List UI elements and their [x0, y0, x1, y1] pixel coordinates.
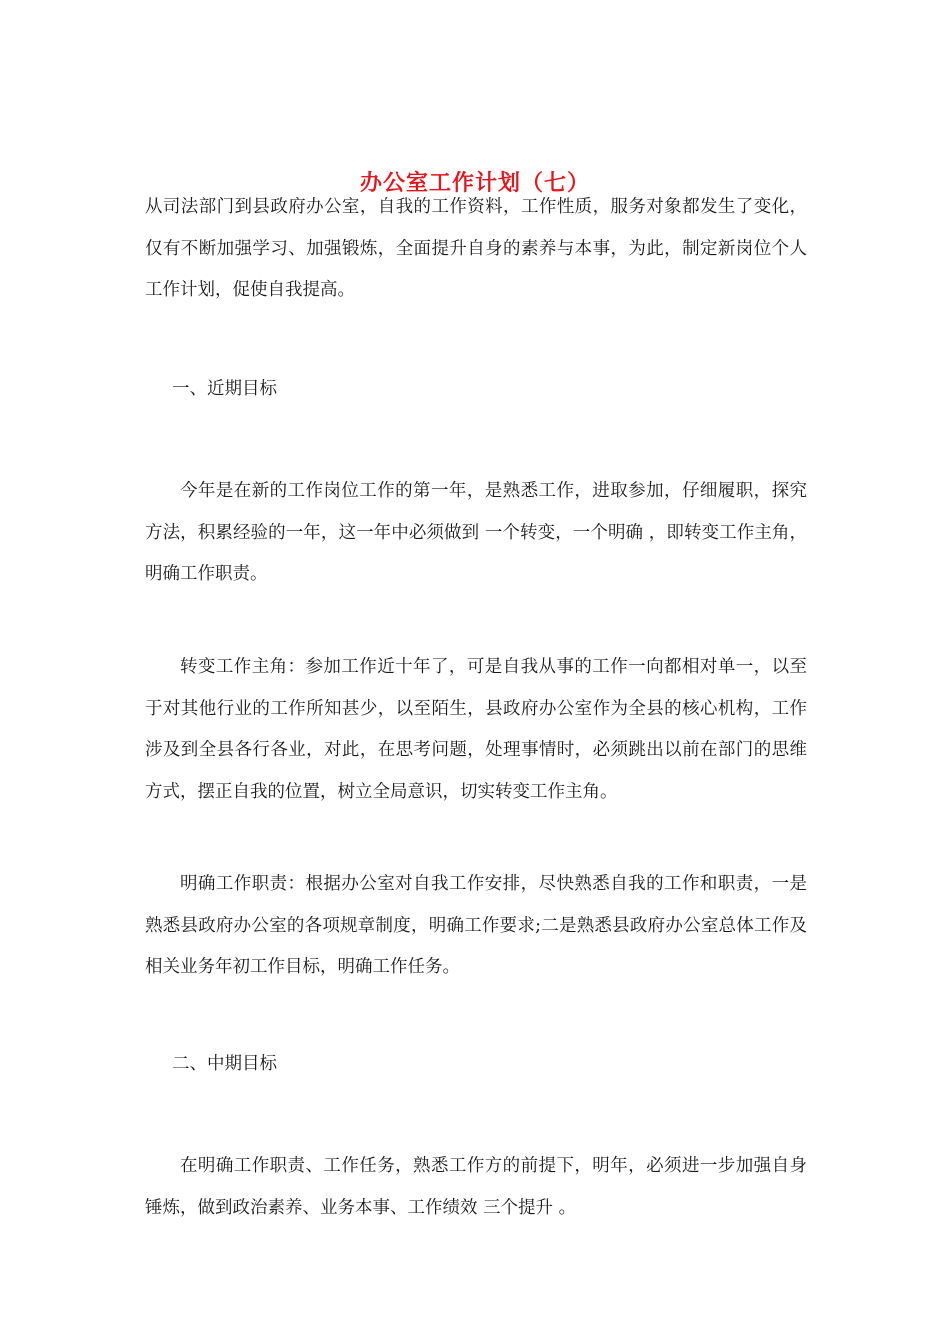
intro-paragraph: 从司法部门到县政府办公室，自我的工作资料，工作性质，服务对象都发生了变化，仅有不断加强学习、加强锻炼，全面提升自身的素养与本事，为此，制定新岗位个人工作计划，促使自我提高。: [145, 197, 807, 300]
paragraph-duties: 明确工作职责：根据办公室对自我工作安排，尽快熟悉自我的工作和职责，一是熟悉县政府办公室的各项规章制度，明确工作要求;二是熟悉县政府办公室总体工作及相关业务年初工作目标，明确工作任务。: [145, 874, 807, 977]
paragraph-first-year: 今年是在新的工作岗位工作的第一年，是熟悉工作，进取参加，仔细履职，探究方法，积累经验的一年，这一年中必须做到 一个转变，一个明确 ，即转变工作主角，明确工作职责。: [145, 481, 807, 584]
paragraph-mid-term: 在明确工作职责、工作任务，熟悉工作方的前提下，明年，必须进一步加强自身锤炼，做到政治素养、业务本事、工作绩效 三个提升 。: [145, 1156, 807, 1218]
section-heading-mid-term: 二、中期目标: [172, 1054, 277, 1074]
document-title: 办公室工作计划（七）: [359, 169, 590, 196]
paragraph-role-change: 转变工作主角：参加工作近十年了，可是自我从事的工作一向都相对单一，以至于对其他行业的工作所知甚少，以至陌生，县政府办公室作为全县的核心机构，工作涉及到全县各行各业，对此，在思考问题，处理事情时，必须跳出以前在部门的思维方式，摆正自我的位置，树立全局意识，切实转变工作主角。: [145, 657, 807, 802]
section-heading-near-term: 一、近期目标: [172, 379, 277, 399]
